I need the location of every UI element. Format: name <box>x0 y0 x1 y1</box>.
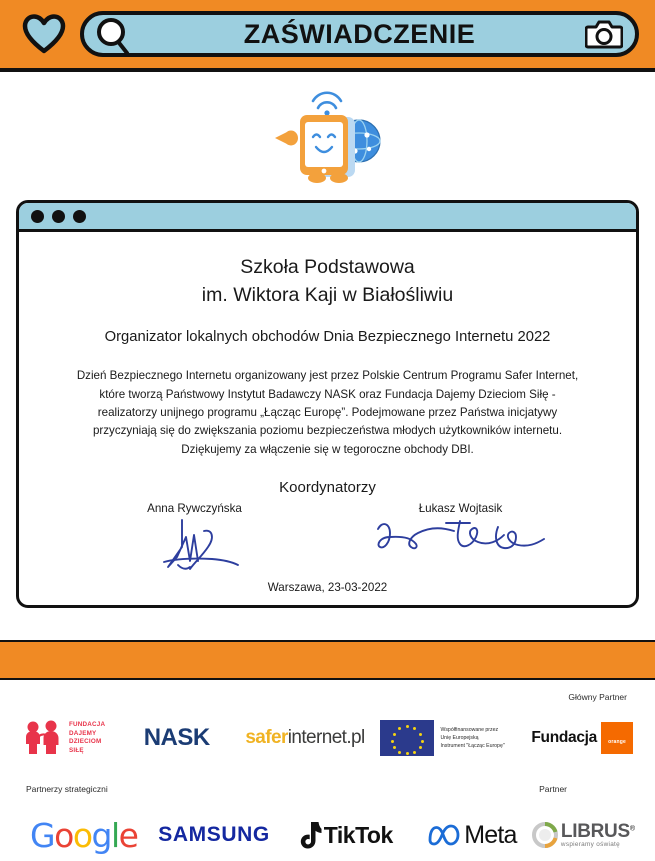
logo-european-union <box>380 720 531 756</box>
label-main-partner: Główny Partner <box>568 692 627 702</box>
librus-wordmark-row <box>561 822 635 841</box>
fdds-wordmark <box>69 721 105 755</box>
saferinternet-part-1: safer <box>245 727 288 748</box>
signature-block-anna <box>77 502 312 575</box>
orange-separator-band <box>0 640 655 680</box>
fundacja-word: Fundacja <box>531 729 597 746</box>
window-dot <box>52 210 65 223</box>
saferinternet-part-2: internet.pl <box>287 727 365 748</box>
logo-tiktok <box>281 821 412 849</box>
certificate-window <box>16 200 639 608</box>
logo-row-secondary <box>0 810 655 860</box>
logo-nask: NASK <box>143 724 210 751</box>
logo-saferinternet <box>230 727 381 749</box>
logo-row-primary <box>0 708 655 768</box>
logo-meta <box>412 821 532 850</box>
meta-wordmark: Meta <box>464 820 517 849</box>
fdds-line-3: DZIECIOM <box>69 738 102 745</box>
google-letter-g2: g <box>91 815 111 855</box>
fdds-line-2: DAJEMY <box>69 729 97 737</box>
logo-fundacja-dajemy-dzieciom-sile <box>22 720 124 756</box>
librus-registered-mark: ® <box>629 825 635 833</box>
place-and-date: Warszawa, 23-03-2022 <box>267 580 388 594</box>
certificate-body <box>19 232 636 604</box>
school-name <box>49 254 606 309</box>
google-letter-e: e <box>118 815 138 855</box>
eu-flag-icon <box>380 720 434 756</box>
logo-fundacja-orange <box>531 722 633 754</box>
certificate-subtitle: Organizator lokalnych obchodów Dnia Bezpiecznego Internetu 2022 <box>104 329 551 346</box>
window-dot <box>73 210 86 223</box>
fdds-line-4: SIŁĘ <box>69 746 84 754</box>
school-name-line-1: Szkoła Podstawowa <box>240 256 415 278</box>
google-letter-g1: G <box>30 815 55 855</box>
signature-row <box>49 502 606 575</box>
librus-tagline: wspieramy oświatę <box>560 840 620 848</box>
two-children-icon <box>22 720 64 756</box>
logo-librus <box>532 822 635 848</box>
tiktok-wordmark: TikTok <box>323 821 393 848</box>
eu-text-line-3: Instrument "Łącząc Europę" <box>440 743 505 750</box>
fdds-line-1: FUNDACJA <box>69 721 106 728</box>
signature-name: Łukasz Wojtasik <box>418 501 503 515</box>
window-dot <box>31 210 44 223</box>
label-strategic-partners: Partnerzy strategiczni <box>26 784 108 794</box>
signature-block-lukasz <box>343 502 578 575</box>
signature-mark-anna <box>120 517 270 575</box>
certificate-paragraph: Dzień Bezpiecznego Internetu organizowany jest przez Polskie Centrum Programu Safer Internet, które tworzą Państwowy Instytut Badawczy NASK oraz Fundacja Dajemy Dzieciom Siłę - realizatorzy unijnego programu „Łącząc Europę”. Podejmowane przez Państwa inicjatywy przyczyniają się do zwiększania poziomu bezpieczeństwa młodych użytkowników internetu. Dziękujemy za włączenie się w tegoroczne obchody DBI. <box>76 369 579 456</box>
librus-ring-icon <box>532 822 558 848</box>
partners-footer <box>0 682 655 861</box>
signature-mark-lukasz <box>366 517 556 563</box>
magnifier-icon[interactable] <box>94 15 134 57</box>
logo-samsung: SAMSUNG <box>158 823 270 846</box>
page-title: ZAŚWIADCZENIE <box>243 18 476 49</box>
google-letter-o1: o <box>54 815 73 855</box>
mascot-illustration <box>0 72 655 190</box>
tiktok-note-icon <box>300 821 322 849</box>
search-bar[interactable] <box>80 11 639 57</box>
logo-google <box>20 816 148 855</box>
label-partner: Partner <box>539 784 567 794</box>
google-letter-l: l <box>110 815 119 855</box>
heart-icon <box>22 14 66 54</box>
signature-name: Anna Rywczyńska <box>147 501 242 515</box>
eu-text-line-1: Współfinansowane przez <box>440 726 499 733</box>
window-titlebar <box>19 203 636 232</box>
orange-mark-label: orange <box>608 739 626 745</box>
eu-funding-text <box>440 726 504 750</box>
meta-infinity-icon <box>427 824 461 846</box>
librus-text-block <box>561 822 635 848</box>
header-bar <box>0 0 655 72</box>
camera-icon[interactable] <box>585 18 623 50</box>
coordinators-heading: Koordynatorzy <box>279 478 376 496</box>
tablet-mascot-globe-icon <box>263 81 393 186</box>
orange-mark-icon <box>601 722 633 754</box>
librus-wordmark: LIBRUS <box>560 820 630 842</box>
eu-text-line-2: Unię Europejską <box>440 734 479 741</box>
school-name-line-2: im. Wiktora Kaji w Białośliwiu <box>201 283 454 306</box>
google-letter-o2: o <box>72 815 92 855</box>
